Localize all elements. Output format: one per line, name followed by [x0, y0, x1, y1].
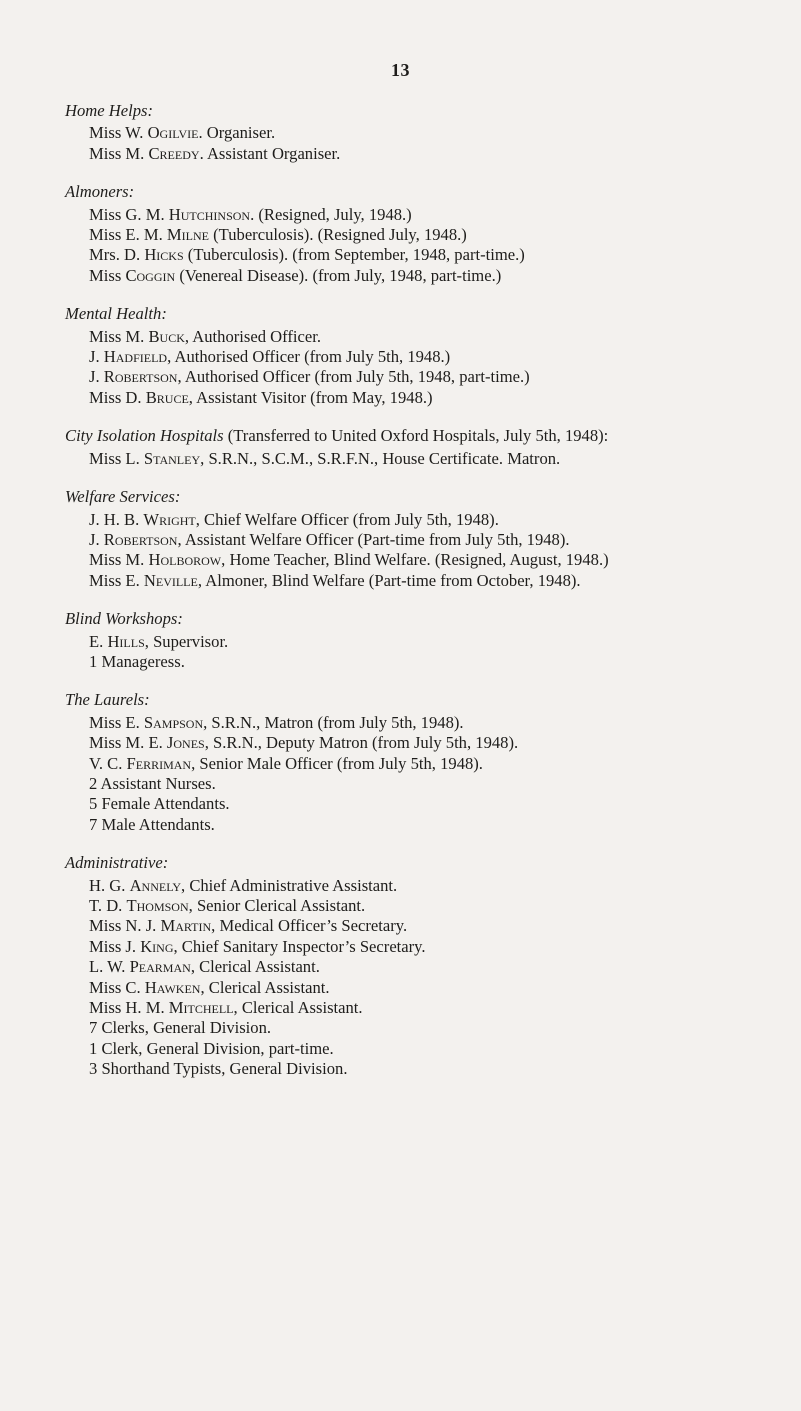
- list-item: [89, 266, 777, 286]
- section-heading-title: Mental Health:: [65, 304, 167, 324]
- section-heading-title: Home Helps:: [65, 101, 154, 120]
- staff-surname: Pearman: [129, 957, 191, 977]
- entry-details: , Authorised Officer.: [184, 326, 321, 346]
- entry-prefix: Miss: [89, 265, 126, 285]
- staff-surname: Hutchinson: [168, 204, 251, 224]
- list-item: [89, 1059, 777, 1079]
- entry-prefix: Miss N. J.: [89, 916, 161, 936]
- entry-details: , S.R.N., S.C.M., S.R.F.N., House Certificate. Matron.: [200, 448, 561, 468]
- staff-surname: King: [140, 936, 174, 956]
- entry-details: , Assistant Visitor (from May, 1948.): [188, 387, 433, 407]
- staff-surname: Buck: [148, 326, 185, 346]
- list-item: [89, 896, 777, 916]
- entry-prefix: Miss E. M.: [89, 225, 167, 245]
- entry-prefix: 7 Clerks, General Division.: [89, 1018, 272, 1038]
- entry-details: , Home Teacher, Blind Welfare. (Resigned, August, 1948.): [221, 550, 609, 570]
- entry-details: . Organiser.: [198, 123, 276, 143]
- entry-prefix: L. W.: [89, 957, 130, 977]
- entry-list: [65, 713, 777, 835]
- list-item: [89, 225, 777, 245]
- staff-surname: Hills: [107, 631, 145, 651]
- staff-surname: Hadfield: [103, 347, 168, 367]
- entry-prefix: 1 Manageress.: [89, 651, 185, 671]
- staff-surname: Mitchell: [168, 998, 234, 1018]
- entry-list: [65, 632, 777, 673]
- entry-prefix: 3 Shorthand Typists, General Division.: [89, 1059, 348, 1079]
- entry-prefix: H. G.: [89, 875, 130, 895]
- section: [65, 304, 777, 408]
- entry-prefix: Miss E.: [89, 570, 144, 590]
- list-item: [89, 571, 777, 591]
- section: [65, 101, 777, 164]
- list-item: [89, 713, 777, 733]
- staff-surname: Creedy: [148, 143, 200, 163]
- entry-prefix: J.: [89, 367, 104, 387]
- staff-surname: Annely: [129, 875, 182, 895]
- entry-list: [65, 510, 777, 592]
- entry-prefix: E.: [89, 631, 108, 651]
- staff-surname: Jones: [166, 733, 205, 753]
- entry-prefix: 5 Female Attendants.: [89, 794, 230, 814]
- list-item: [89, 550, 777, 570]
- entry-details: (Tuberculosis). (from September, 1948, part-time.): [183, 245, 525, 265]
- entry-list: [65, 449, 777, 469]
- section-heading-title: Welfare Services:: [65, 487, 181, 507]
- staff-surname: Ferriman: [126, 753, 192, 773]
- section: [65, 609, 777, 672]
- list-item: [89, 144, 777, 164]
- list-item: [89, 957, 777, 977]
- list-item: [89, 367, 777, 387]
- list-item: [89, 815, 777, 835]
- section: [65, 182, 777, 286]
- entry-details: , Clerical Assistant.: [190, 957, 320, 977]
- staff-surname: Hawken: [144, 977, 201, 997]
- entry-details: , Senior Male Officer (from July 5th, 1948).: [191, 753, 483, 773]
- entry-prefix: Miss M.: [89, 326, 149, 346]
- list-item: [89, 123, 777, 143]
- entry-details: , Clerical Assistant.: [233, 998, 363, 1018]
- entry-details: , Supervisor.: [144, 631, 229, 651]
- entry-prefix: J.: [89, 347, 104, 367]
- list-item: [89, 794, 777, 814]
- list-item: [89, 388, 777, 408]
- staff-surname: Hicks: [144, 245, 184, 265]
- entry-details: , Authorised Officer (from July 5th, 1948.): [167, 347, 451, 367]
- entry-details: , Almoner, Blind Welfare (Part-time from October, 1948).: [197, 570, 581, 590]
- entry-prefix: Miss L.: [89, 448, 144, 468]
- entry-details: , S.R.N., Matron (from July 5th, 1948).: [203, 712, 464, 732]
- list-item: [89, 754, 777, 774]
- section-heading-title: Blind Workshops:: [65, 609, 183, 629]
- entry-details: (Venereal Disease). (from July, 1948, part-time.): [175, 265, 502, 285]
- entry-details: . (Resigned, July, 1948.): [250, 204, 412, 224]
- entry-list: [65, 205, 777, 287]
- staff-surname: Martin: [160, 916, 212, 936]
- list-item: [89, 937, 777, 957]
- entry-prefix: Miss H. M.: [89, 998, 169, 1018]
- entry-prefix: Miss C.: [89, 977, 145, 997]
- staff-surname: Robertson: [103, 367, 178, 387]
- list-item: [89, 998, 777, 1018]
- staff-surname: Milne: [166, 225, 209, 245]
- list-item: [89, 1039, 777, 1059]
- entry-details: , Chief Welfare Officer (from July 5th, 1948).: [195, 509, 499, 529]
- entry-details: , Medical Officer’s Secretary.: [211, 916, 408, 936]
- list-item: [89, 449, 777, 469]
- list-item: [89, 774, 777, 794]
- section-heading: [65, 853, 777, 873]
- staff-surname: Ogilvie: [147, 123, 199, 143]
- staff-surname: Robertson: [103, 529, 178, 549]
- entry-details: . Assistant Organiser.: [199, 143, 341, 163]
- entry-prefix: V. C.: [89, 753, 127, 773]
- list-item: [89, 876, 777, 896]
- list-item: [89, 652, 777, 672]
- staff-surname: Holborow: [148, 550, 222, 570]
- section-heading-title: Administrative:: [65, 853, 169, 873]
- entry-details: , Chief Sanitary Inspector’s Secretary.: [173, 936, 426, 956]
- list-item: [89, 978, 777, 998]
- list-item: [89, 530, 777, 550]
- entry-prefix: J. H. B.: [89, 509, 144, 529]
- staff-surname: Coggin: [125, 265, 176, 285]
- entry-details: , Assistant Welfare Officer (Part-time from July 5th, 1948).: [177, 529, 570, 549]
- entry-prefix: Miss J.: [89, 936, 141, 956]
- staff-surname: Sampson: [143, 712, 204, 732]
- list-item: [89, 327, 777, 347]
- entry-prefix: 2 Assistant Nurses.: [89, 773, 216, 793]
- entry-list: [65, 876, 777, 1080]
- section-heading: [65, 487, 777, 507]
- entry-prefix: Miss M. E.: [89, 733, 167, 753]
- entry-details: , Clerical Assistant.: [200, 977, 330, 997]
- list-item: [89, 733, 777, 753]
- list-item: [89, 1018, 777, 1038]
- section: [65, 853, 777, 1079]
- list-item: [89, 632, 777, 652]
- section-heading: [65, 182, 777, 202]
- staff-surname: Bruce: [145, 387, 189, 407]
- section: [65, 487, 777, 591]
- entry-details: , Senior Clerical Assistant.: [188, 896, 366, 915]
- entry-prefix: Miss M.: [89, 550, 149, 570]
- staff-list: [65, 101, 777, 1098]
- staff-surname: Stanley: [143, 448, 201, 468]
- entry-details: (Tuberculosis). (Resigned July, 1948.): [209, 225, 467, 245]
- list-item: [89, 916, 777, 936]
- staff-surname: Wright: [143, 509, 196, 529]
- section-heading-title: The Laurels:: [65, 690, 150, 710]
- staff-surname: Neville: [143, 570, 198, 590]
- list-item: [89, 510, 777, 530]
- entry-prefix: Miss W.: [89, 123, 148, 143]
- entry-details: , Chief Administrative Assistant.: [181, 875, 398, 895]
- entry-prefix: Mrs. D.: [89, 245, 145, 265]
- entry-prefix: 7 Male Attendants.: [89, 814, 215, 834]
- entry-prefix: Miss E.: [89, 712, 144, 732]
- section-heading-note: (Transferred to United Oxford Hospitals, July 5th, 1948):: [223, 426, 609, 446]
- entry-details: , S.R.N., Deputy Matron (from July 5th, 1948).: [204, 733, 519, 753]
- page-number: 13: [391, 60, 410, 80]
- entry-details: , Authorised Officer (from July 5th, 1948, part-time.): [177, 367, 530, 387]
- section-heading: [65, 304, 777, 324]
- section-heading-title: Almoners:: [65, 182, 135, 202]
- entry-list: [65, 327, 777, 409]
- entry-prefix: Miss G. M.: [89, 204, 169, 224]
- section: [65, 426, 777, 469]
- section-heading: [65, 690, 777, 710]
- entry-prefix: Miss D.: [89, 387, 146, 407]
- section-heading-title: City Isolation Hospitals: [65, 426, 224, 446]
- section: [65, 690, 777, 835]
- staff-surname: Thomson: [126, 896, 189, 915]
- list-item: [89, 347, 777, 367]
- entry-prefix: 1 Clerk, General Division, part-time.: [89, 1038, 334, 1058]
- entry-prefix: J.: [89, 529, 104, 549]
- entry-prefix: T. D.: [89, 896, 127, 915]
- section-heading: [65, 101, 777, 121]
- list-item: [89, 245, 777, 265]
- entry-prefix: Miss M.: [89, 143, 149, 163]
- section-heading: [65, 609, 777, 629]
- section-heading: [65, 426, 777, 446]
- list-item: [89, 205, 777, 225]
- entry-list: [65, 123, 777, 164]
